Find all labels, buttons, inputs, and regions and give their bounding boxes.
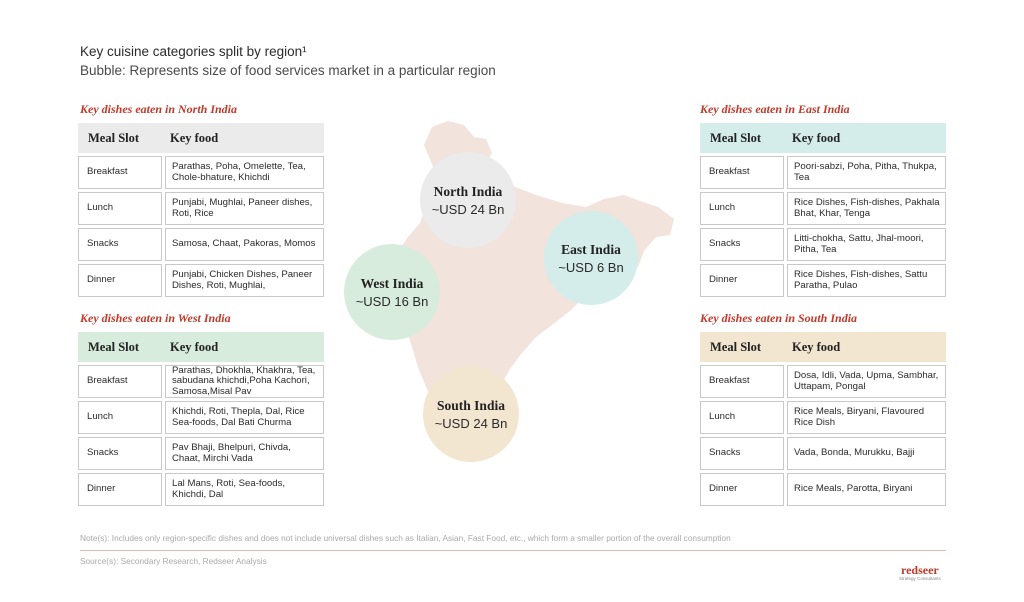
key-food-cell: Samosa, Chaat, Pakoras, Momos <box>165 228 324 261</box>
meal-slot-cell: Snacks <box>78 228 162 261</box>
meal-slot-cell: Snacks <box>78 437 162 470</box>
table-row <box>700 401 946 434</box>
key-food-header: Key food <box>792 130 841 145</box>
east-india-bubble-value: ~USD 6 Bn <box>558 259 624 275</box>
table-row <box>78 264 324 297</box>
table-header <box>78 123 324 153</box>
north-india-bubble-name: North India <box>433 183 503 199</box>
east-india-bubble-name: East India <box>561 241 621 257</box>
table-row <box>78 437 324 470</box>
meal-slot-header: Meal Slot <box>710 130 762 145</box>
key-food-header: Key food <box>170 130 219 145</box>
key-food-cell: Rice Dishes, Fish-dishes, Pakhala Bhat, Khar, Tenga <box>787 192 946 225</box>
page-subtitle: Bubble: Represents size of food services market in a particular region <box>80 63 496 78</box>
table-row <box>700 264 946 297</box>
key-food-cell: Khichdi, Roti, Thepla, Dal, Rice Sea-foods, Dal Bati Churma <box>165 401 324 434</box>
north-india-table <box>78 123 324 297</box>
table-row <box>700 156 946 189</box>
key-food-cell: Rice Meals, Parotta, Biryani <box>787 473 946 506</box>
west-india-bubble-value: ~USD 16 Bn <box>355 293 429 309</box>
meal-slot-cell: Breakfast <box>700 156 784 189</box>
key-food-cell: Dosa, Idli, Vada, Upma, Sambhar, Uttapam, Pongal <box>787 365 946 398</box>
table-header <box>78 332 324 362</box>
source-note: Source(s): Secondary Research, Redseer Analysis <box>80 556 267 566</box>
logo-tagline: Strategy Consultants <box>899 576 941 581</box>
key-food-cell: Litti-chokha, Sattu, Jhal-moori, Pitha, Tea <box>787 228 946 261</box>
table-row <box>700 365 946 398</box>
table-header <box>700 123 946 153</box>
meal-slot-header: Meal Slot <box>710 339 762 354</box>
table-row <box>700 228 946 261</box>
table-row <box>78 192 324 225</box>
west-india-bubble <box>344 244 440 340</box>
redseer-logo <box>899 564 941 582</box>
key-food-cell: Lal Mans, Roti, Sea-foods, Khichdi, Dal <box>165 473 324 506</box>
divider <box>80 550 946 551</box>
west-section-title: Key dishes eaten in West India <box>80 311 231 325</box>
key-food-cell: Rice Dishes, Fish-dishes, Sattu Paratha, Pulao <box>787 264 946 297</box>
key-food-cell: Vada, Bonda, Murukku, Bajji <box>787 437 946 470</box>
key-food-cell: Rice Meals, Biryani, Flavoured Rice Dish <box>787 401 946 434</box>
meal-slot-cell: Lunch <box>78 192 162 225</box>
key-food-header: Key food <box>170 339 219 354</box>
east-india-table <box>700 123 946 297</box>
key-food-cell: Punjabi, Mughlai, Paneer dishes, Roti, Rice <box>165 192 324 225</box>
table-row <box>78 365 324 398</box>
table-row <box>700 192 946 225</box>
key-food-cell: Pav Bhaji, Bhelpuri, Chivda, Chaat, Mirchi Vada <box>165 437 324 470</box>
meal-slot-cell: Dinner <box>700 473 784 506</box>
south-india-bubble-name: South India <box>437 397 505 413</box>
meal-slot-cell: Dinner <box>700 264 784 297</box>
south-india-table <box>700 332 946 506</box>
table-row <box>78 473 324 506</box>
meal-slot-header: Meal Slot <box>88 130 140 145</box>
east-section-title: Key dishes eaten in East India <box>700 102 850 116</box>
table-header <box>700 332 946 362</box>
meal-slot-cell: Lunch <box>78 401 162 434</box>
east-india-bubble <box>544 211 638 305</box>
south-india-bubble <box>423 366 519 462</box>
meal-slot-cell: Snacks <box>700 228 784 261</box>
table-row <box>78 401 324 434</box>
meal-slot-header: Meal Slot <box>88 339 140 354</box>
west-india-bubble-name: West India <box>360 275 424 291</box>
meal-slot-cell: Dinner <box>78 473 162 506</box>
page-title: Key cuisine categories split by region¹ <box>80 44 307 59</box>
north-india-bubble <box>420 152 516 248</box>
north-india-bubble-value: ~USD 24 Bn <box>431 201 505 217</box>
logo-name: redseer <box>901 563 939 577</box>
south-section-title: Key dishes eaten in South India <box>700 311 858 325</box>
key-food-cell: Parathas, Dhokhla, Khakhra, Tea, sabudana khichdi,Poha Kachori, Samosa,Misal Pav <box>165 365 324 398</box>
west-india-table <box>78 332 324 506</box>
key-food-cell: Punjabi, Chicken Dishes, Paneer Dishes, Roti, Mughlai, <box>165 264 324 297</box>
key-food-cell: Parathas, Poha, Omelette, Tea, Chole-bhature, Khichdi <box>165 156 324 189</box>
meal-slot-cell: Dinner <box>78 264 162 297</box>
meal-slot-cell: Lunch <box>700 192 784 225</box>
key-food-header: Key food <box>792 339 841 354</box>
south-india-bubble-value: ~USD 24 Bn <box>434 415 508 431</box>
footnote: Note(s): Includes only region-specific dishes and does not include universal dishes such as Italian, Asian, Fast Food, etc., which form a smaller portion of the overall consumption <box>80 533 731 543</box>
key-food-cell: Poori-sabzi, Poha, Pitha, Thukpa, Tea <box>787 156 946 189</box>
table-row <box>78 228 324 261</box>
meal-slot-cell: Breakfast <box>78 156 162 189</box>
meal-slot-cell: Breakfast <box>78 365 162 398</box>
table-row <box>700 437 946 470</box>
meal-slot-cell: Lunch <box>700 401 784 434</box>
table-row <box>700 473 946 506</box>
table-row <box>78 156 324 189</box>
meal-slot-cell: Snacks <box>700 437 784 470</box>
north-section-title: Key dishes eaten in North India <box>80 102 238 116</box>
meal-slot-cell: Breakfast <box>700 365 784 398</box>
